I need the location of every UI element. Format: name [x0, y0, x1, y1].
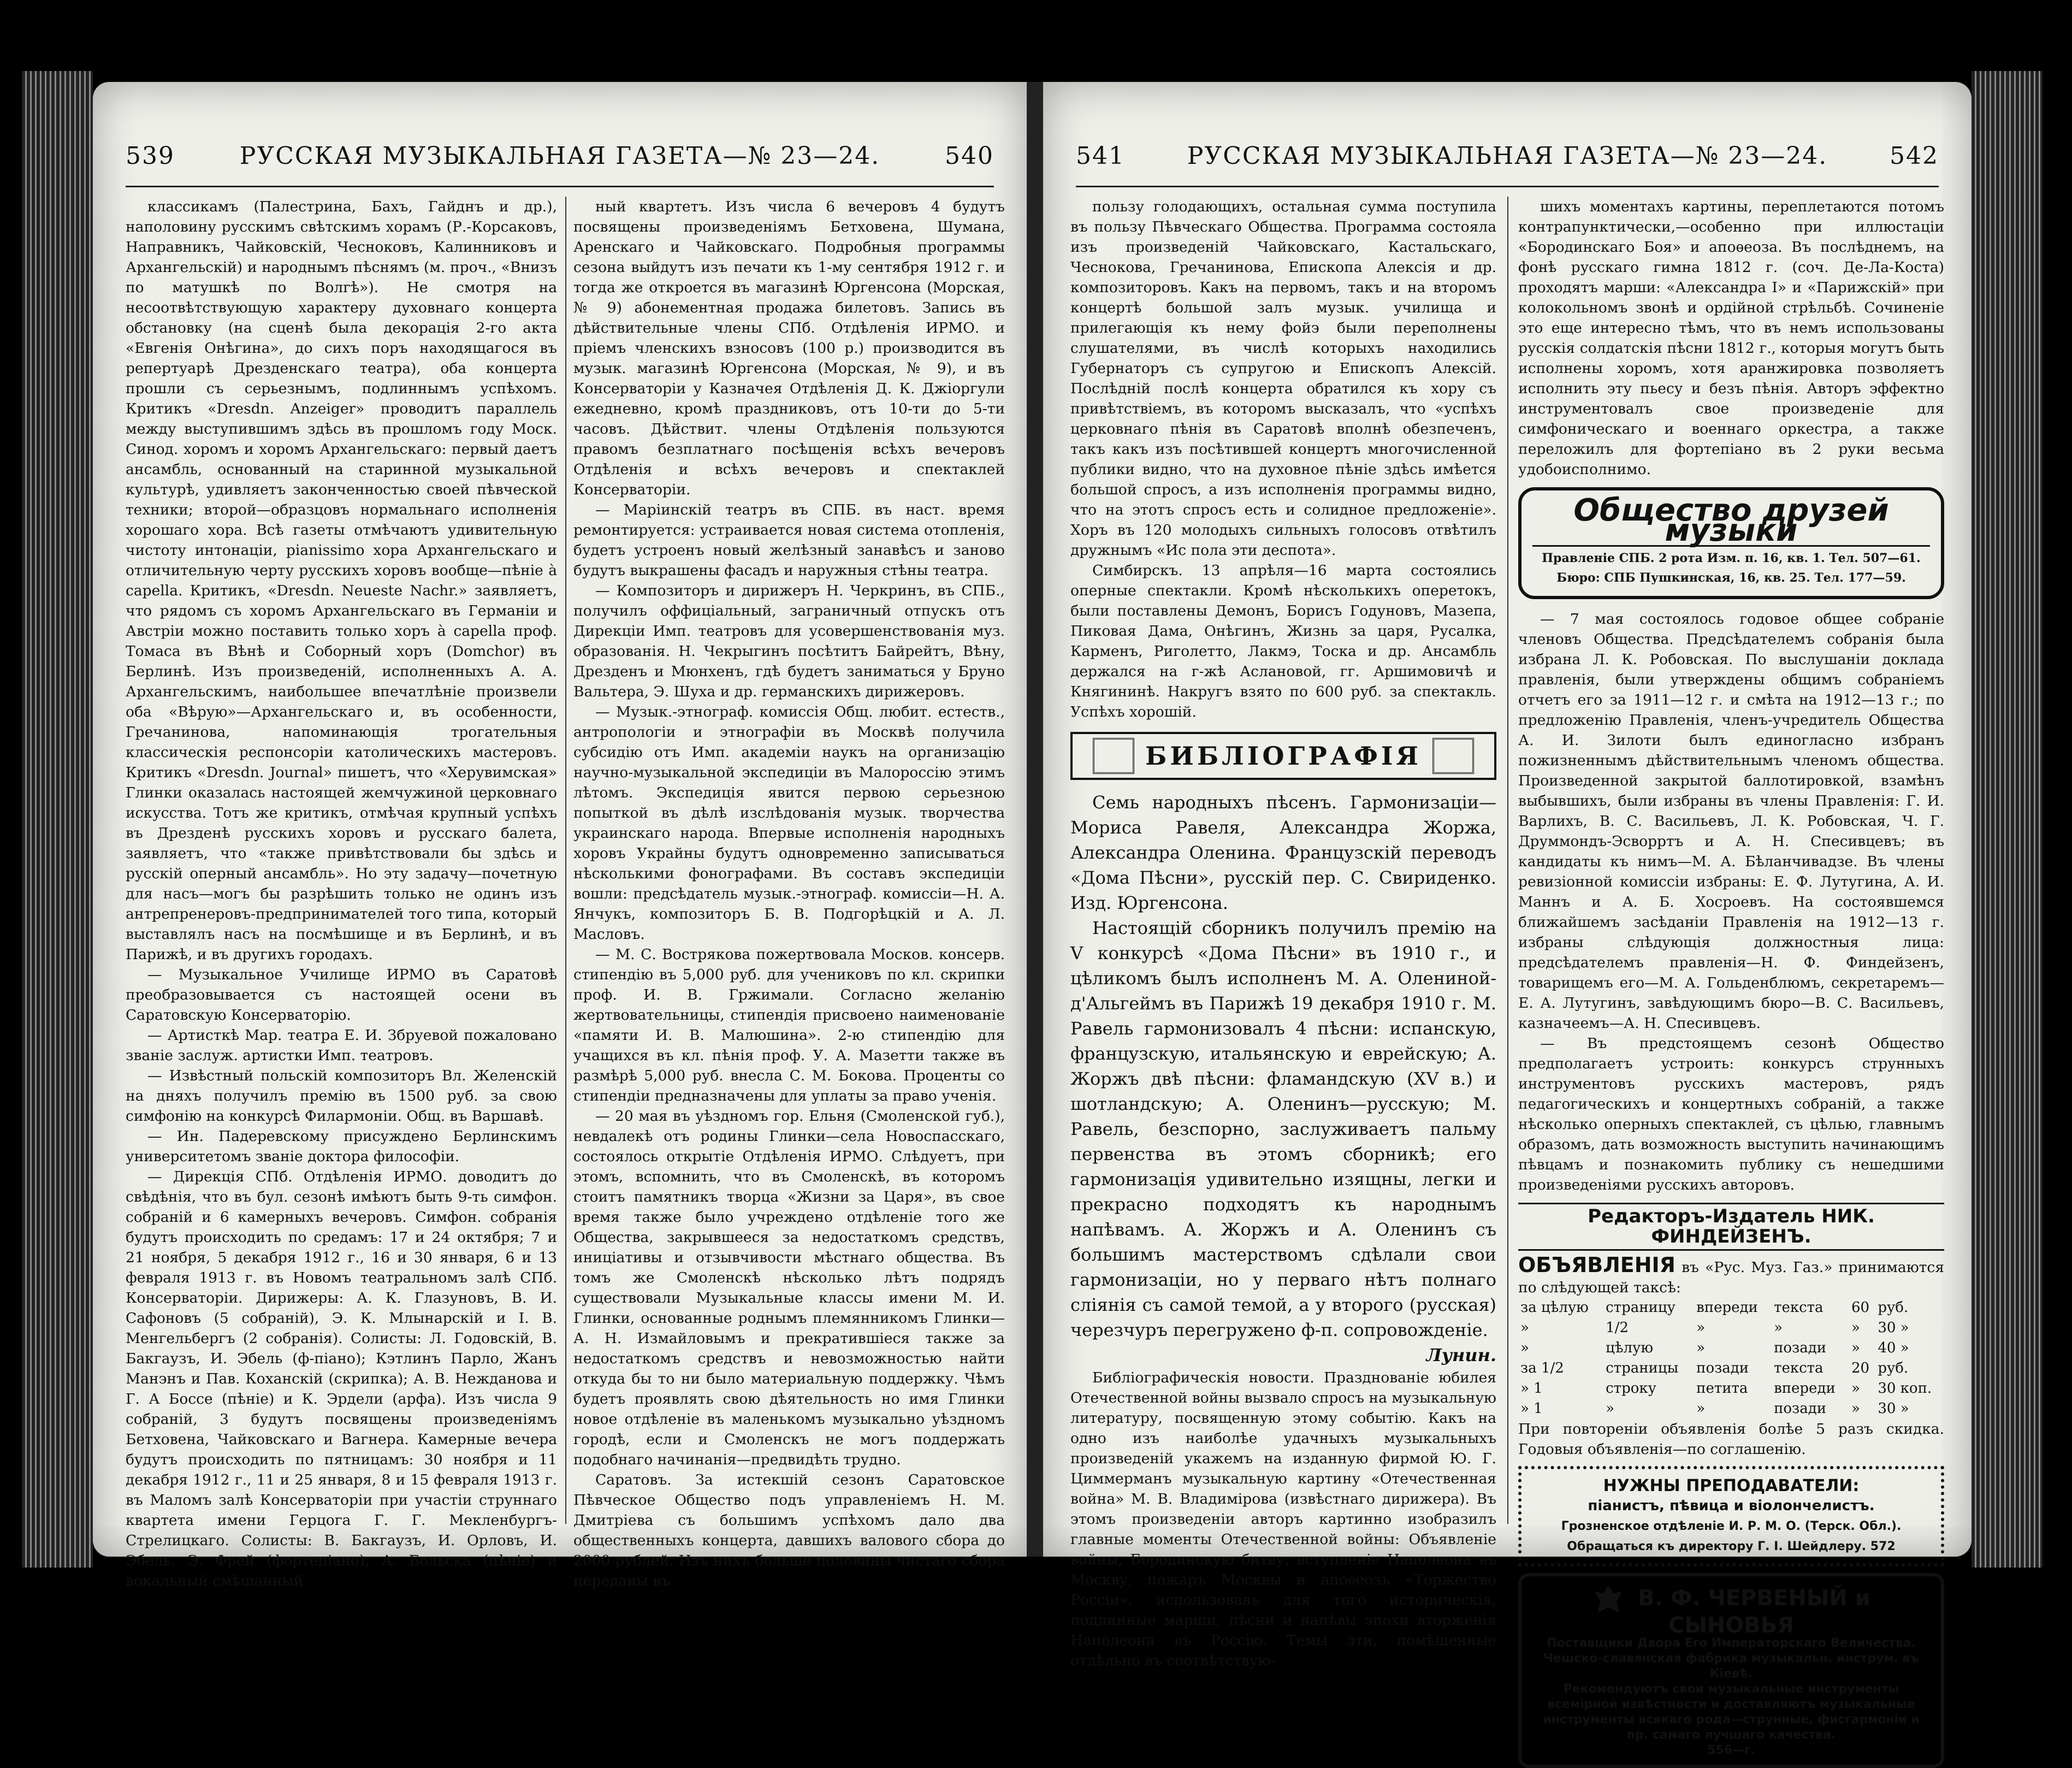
rate-cell: 1/2 [1606, 1320, 1629, 1336]
left-column-2 [573, 197, 1005, 1589]
paragraph: — 20 мая въ уѣздномъ гор. Ельня (Смоленской губ.), невдалекѣ отъ родины Глинки—села Новоспасскаго, состоялось открытіе Отдѣленія ИРМО. Слѣдуетъ, при этомъ, вспомнить, что въ Смоленскѣ, въ которомъ стоитъ памятникъ творца «Жизни за Царя», въ свое время также было учреждено отдѣленіе того же Общества, закрывшееся за недостаткомъ средствъ, иниціативы и отзывчивости мѣстнаго общества. Въ томъ же Смоленскѣ нѣсколько лѣтъ подрядъ существовали Музыкальные классы имени М. И. Глинки, основанные роднымъ племянникомъ Глинки—А. Н. Измайловымъ и прекратившіеся также за недостаткомъ средствъ и невозможностью найти откуда бы то ни было материальную поддержку. Чѣмъ будетъ проявлять свою дѣятельность но имя Глинки новое отдѣленіе въ маленькомъ музыкально уѣздномъ городѣ, если и Смоленскъ не могъ поддержать подобнаго начинанія—предвидѣть трудно. [573, 1108, 1005, 1468]
bibliography-review [1070, 790, 1496, 1368]
ads-title: ОБЪЯВЛЕНІЯ [1518, 1253, 1676, 1277]
rate-cell: строку [1606, 1380, 1656, 1397]
paragraph: — Ин. Падеревскому присуждено Берлинскимъ университетомъ званіе доктора философіи. [126, 1128, 557, 1165]
teachers-ad [1518, 1466, 1944, 1566]
rate-cell: » [1851, 1380, 1860, 1397]
rate-row [1518, 1379, 1944, 1399]
eagle-crest-icon [1592, 1583, 1625, 1616]
ad-line: Поставщики Двора Его Императорскаго Величества. [1547, 1636, 1916, 1650]
ad-line: Грозненское отдѣленіе И. Р. М. О. (Терск. Обл.). [1561, 1519, 1902, 1533]
ad-line: НУЖНЫ ПРЕПОДАВАТЕЛИ: [1603, 1476, 1860, 1495]
column-divider [1507, 197, 1508, 1524]
paragraph: шихъ моментахъ картины, переплетаются потомъ контрапунктически,—особенно при иллюстаціи «Бородинскаго Боя» и апоѳеоза. Въ послѣднемъ, на фонѣ русскаго гимна 1812 г. (соч. Де-Ла-Коста) проходятъ марши: «Александра I» и «Парижскій» при колокольномъ звонѣ и ордійной стрѣльбѣ. Сочиненіе это еще интересно тѣмъ, что въ немъ использованы русскія солдатскія пѣсни 1812 г., которыя могутъ быть исполнены хоромъ, хотя аранжировка позволяетъ исполнить эту пьесу и безъ пѣнія. Авторъ эффектно инструментовалъ свое произведеніе для симфоническаго и военнаго оркестра, а также переложилъ для фортепіано въ 2 руки весьма удобоисполнимо. [1518, 198, 1944, 478]
paragraph: — Маріинскій театръ въ СПБ. въ наст. время ремонтируется: устраивается новая система отопленія, будетъ устроенъ новый желѣзный занавѣсъ и заново будутъ выкрашены фасадъ и наружныя стѣны театра. [573, 501, 1005, 579]
rate-cell: » [1606, 1400, 1615, 1417]
rate-cell: 60 [1851, 1299, 1870, 1316]
rate-cell: цѣлую [1606, 1340, 1653, 1356]
paragraph: Настоящій сборникъ получилъ премію на V конкурсѣ «Дома Пѣсни» въ 1910 г., и цѣликомъ былъ исполненъ М. А. Олениной-д'Альгеймъ въ Парижѣ 19 декабря 1910 г. М. Равель гармонизовалъ 4 пѣсни: испанскую, французскую, итальянскую и еврейскую; А. Жоржъ двѣ пѣсни: фламандскую (XV в.) и шотландскую; А. Оленинъ—русскую; М. Равель, безспорно, заслуживаетъ пальму первенства въ этомъ сборникѣ; его гармонизація удивительно изящны, легки и прекрасно подходятъ къ народнымъ напѣвамъ. А. Жоржъ и А. Оленинъ съ большимъ мастерствомъ сдѣлали свои гармонизаціи, но у перваго нѣтъ полнаго сліянія съ самой темой, а у второго (русская) черезчуръ перегружено ф-п. сопровожденіе. [1070, 918, 1496, 1340]
ornament-icon [1093, 738, 1134, 774]
ad-line: піанистъ, пѣвица и віолончелистъ. [1588, 1498, 1875, 1514]
rate-cell: 30 » [1878, 1320, 1909, 1336]
rate-cell: » [1851, 1320, 1860, 1336]
right-page-header [1076, 142, 1939, 186]
society-address: Правленіе СПБ. 2 рота Изм. п. 16, кв. 1. Тел. 507—61. [1542, 551, 1921, 565]
rate-cell: впереди [1774, 1380, 1836, 1397]
rate-row [1518, 1298, 1944, 1318]
paragraph: — Артисткѣ Мар. театра Е. И. Збруевой пожаловано званіе заслуж. артистки Имп. театровъ. [126, 1027, 557, 1064]
paragraph: — Дирекція СПб. Отдѣленія ИРМО. доводитъ до свѣдѣнія, что въ бул. сезонѣ имѣютъ быть 9-ть симфон. собраній и 6 камерныхъ вечеровъ. Симфон. собранія будутъ происходить по средамъ: 17 и 24 октября; 7 и 21 ноября, 5 декабря 1912 г., 16 и 30 января, 6 и 13 февраля 1913 г. въ Новомъ театральномъ залѣ СПб. Консерваторіи. Дирижеры: А. К. Глазуновъ, В. И. Сафоновъ (5 собраній), Э. К. Млынарскій и І. В. Менгельбергъ (2 собранія). Солисты: Л. Годовскій, В. Бакгаузъ, И. Эбель (ф-піано); Кэтлинъ Парло, Жанъ Манэнъ и Пав. Коханскій (скрипка); А. В. Неждановa и Г. А Боссе (пѣніе) и К. Эрдели (арфа). Изъ числа 9 собраній, 3 будутъ посвящены произведеніямъ Бетховена, Чайковскаго и Вагнера. Камерные вечера будутъ происходить по пятницамъ: 30 ноября и 11 декабря 1912 г., 11 и 25 января, 8 и 15 февраля 1913 г. въ Маломъ залѣ Консерваторіи при участіи струннаго квартета имени Герцога Г. Г. Мекленбургъ-Стрелицкаго. Солисты: В. Бакгаузъ, И. Орловъ, И. Эбель. Э. Фрей (фортепіано), А. Больска (пѣніе) и вокальный смѣшанный [126, 1168, 557, 1589]
running-title: РУССКАЯ МУЗЫКАЛЬНАЯ ГАЗЕТА—№ 23—24. [1187, 142, 1828, 170]
rate-row [1518, 1338, 1944, 1358]
paragraph: ный квартетъ. Изъ числа 6 вечеровъ 4 будутъ посвящены произведеніямъ Бетховена, Шумана, Аренскаго и Чайковскаго. Подробныя программы сезона выйдутъ изъ печати къ 1-му сентября 1912 г. и тогда же откроется въ магазинѣ Юргенсона (Морская, № 9) абонементная продажа билетовъ. Запись въ дѣйствительные члены СПб. Отдѣленія ИРМО. и пріемъ членскихъ взносовъ (100 р.) производится въ музык. магазинѣ Юргенсона (Морская, № 9), и въ Консерваторіи у Казначея Отдѣленія Д. К. Джіоргули ежедневно, кромѣ праздниковъ, отъ 10-ти до 5-ти часовъ. Дѣйствит. члены Отдѣленія пользуются правомъ безплатнаго посѣщенія всѣхъ вечеровъ Отдѣленія и всѣхъ вечеровъ и спектаклей Консерваторіи. [573, 198, 1005, 498]
ad-rates-table [1518, 1298, 1944, 1419]
firm-ad [1518, 1573, 1944, 1768]
rate-cell: » [1520, 1340, 1529, 1356]
rate-row [1518, 1358, 1944, 1379]
rate-cell: » [1851, 1340, 1860, 1356]
rate-cell: текста [1774, 1360, 1824, 1376]
bibliography-title: БИБЛІОГРАФІЯ [1145, 741, 1422, 771]
rate-row [1518, 1399, 1944, 1419]
rate-cell: петита [1696, 1380, 1748, 1397]
rate-cell: » [1696, 1320, 1706, 1336]
ad-number: 556—г. [1707, 1743, 1755, 1757]
paragraph: классикамъ (Палестрина, Бахъ, Гайднъ и др.), наполовину русскимъ свѣтскимъ хорамъ (Р.-Корсаковъ, Направникъ, Чайковскій, Чесноковъ, Калинниковъ и Архангельскій) и народнымъ пѣснямъ (м. проч., «Внизъ по матушкѣ по Волгѣ»). Не смотря на несоотвѣтствующую характеру духовнаго концерта обстановку (на сценѣ была декорація 2-го акта «Евгенія Онѣгина», до сихъ поръ находящагося въ репертуарѣ Дрезденскаго театра), оба концерта прошли съ серьезнымъ, подлиннымъ успѣхомъ. Критикъ «Dresdn. Anzeiger» проводитъ параллель между выступившимъ здѣсь въ прошломъ году Моск. Синод. хоромъ и хоромъ Архангельскаго: первый даетъ ансамбль, основанный на старинной музыкальной культурѣ, удивляетъ законченностью своей пѣвческой техники; второй—образцовъ нормальнаго исполненія хорошаго хора. Всѣ газеты отмѣчаютъ удивительную чистоту интонаціи, pianissimo хора Архангельскаго и отличительную черту русскихъ хоровъ вообще—пѣніе à capella. Критикъ, «Dresdn. Neueste Nachr.» заявляетъ, что рядомъ съ хоромъ Архангельскаго въ Германіи и Австріи можно поставить только хоръ à capella проф. Томаса въ Вѣнѣ и Соборный хоръ (Domchor) въ Берлинѣ. Изъ произведеній, исполненныхъ А. А. Архангельскимъ, наибольшее впечатлѣніе произвели оба «Вѣрую»—Архангельскаго и, въ особенности, Гречанинова, напоминающія трогательныя классическія респонсоріи католическихъ мастеровъ. Критикъ «Dresdn. Journal» пишетъ, что «Херувимская» Глинки оказалась настоящей жемчужиной церковнаго искусства. Тотъ же критикъ, отмѣчая крупный успѣхъ въ Дрезденѣ русскихъ хоровъ и русскаго балета, заявляетъ, что «также привѣтствовали бы здѣсь и русскій оперный ансамбль». Но эту задачу—почетную для насъ—могъ бы разрѣшить только не одинъ изъ антрепренеровъ-предпринимателей того типа, который выставлялъ насъ на посмѣшище и въ Берлинѣ, и въ Парижѣ, и въ другихъ городахъ. [126, 198, 557, 963]
paragraph: — Композиторъ и дирижеръ Н. Черкринъ, въ СПБ., получилъ оффиціальный, заграничный отпускъ отъ Дирекціи Имп. театровъ для усовершенствованія муз. образованія. Н. Чекрыгинъ посѣтитъ Байрейтъ, Вѣну, Дрезденъ и Мюнхенъ, гдѣ будетъ заниматься у Бруно Вальтера, Э. Шуха и др. германскихъ дирижеровъ. [573, 582, 1005, 700]
rate-cell: » [1851, 1400, 1860, 1417]
bibliography-heading [1070, 732, 1496, 780]
rate-row [1518, 1318, 1944, 1338]
paragraph: Симбирскъ. 13 апрѣля—16 марта состоялись оперные спектакли. Кромѣ нѣсколькихъ оперетокъ, были поставлены Демонъ, Борисъ Годуновъ, Мазепа, Пиковая Дама, Онѣгинъ, Жизнь за царя, Русалка, Карменъ, Риголетто, Лакмэ, Тоска и др. Ансамбль держался на г-жѣ Аслановой, гг. Аршимовичѣ и Княгининѣ. Накругъ взято по 600 руб. за спектакль. Успѣхъ хорошій. [1070, 562, 1496, 720]
rate-cell: » 1 [1520, 1400, 1543, 1417]
header-rule [126, 186, 994, 187]
rate-cell: » [1520, 1320, 1529, 1336]
ad-line: Обращаться къ директору Г. І. Шейдлеру. 572 [1567, 1540, 1896, 1553]
column-divider [565, 197, 566, 1524]
ad-number: 572 [1870, 1540, 1896, 1553]
rate-cell: позади [1696, 1360, 1749, 1376]
ad-line: Рекомендуютъ свои музыкальные инструменты всемірной извѣстности и доставляютъ музыкальные инструменты всякаго рода—струнные, фисгармоніи и пр. самаго лучшаго качества. [1543, 1682, 1920, 1742]
header-rule [1076, 186, 1939, 187]
rate-cell: руб. [1878, 1299, 1909, 1316]
paragraph: — Музыкальное Училище ИРМО въ Саратовѣ преобразовывается съ настоящей осени въ Саратовскую Консерваторію. [126, 966, 557, 1024]
society-banner [1518, 487, 1944, 599]
rate-cell: » [1696, 1340, 1706, 1356]
rate-cell: » [1696, 1400, 1706, 1417]
paragraph: пользу голодающихъ, остальная сумма поступила въ пользу Пѣвческаго Общества. Программа состояла изъ произведеній Чайковскаго, Кастальскаго, Чеснокова, Гречанинова, Епископа Алексія и др. композиторовъ. Какъ на первомъ, такъ и на второмъ концертѣ большой залъ музык. училища и прилегающія къ нему фойэ были переполнены слушателями, въ числѣ которыхъ находились Губернаторъ съ супругою и Епископъ Алексій. Послѣдній послѣ концерта обратился къ хору съ привѣтствіемъ, въ которомъ высказалъ, что «успѣхъ церковнаго пѣнія въ Саратовѣ вполнѣ обезпеченъ, такъ какъ изъ посѣтившей концертъ многочисленной публики видно, что на духовное пѣніе здѣсь имѣется большой спросъ, а изъ исполненія программы видно, что на этотъ спросъ есть и солидное предложеніе». Хоръ въ 120 молодыхъ сильныхъ голосовъ отвѣтилъ дружнымъ «Ис пола эти деспота». [1070, 198, 1496, 559]
rate-cell: позади [1774, 1400, 1827, 1417]
page-number: 542 [1890, 142, 1939, 170]
right-column-2 [1518, 197, 1944, 1757]
paragraph: — Музык.-этнограф. комиссія Общ. любит. естеств., антропологіи и этнографіи въ Москвѣ получила субсидію отъ Имп. академіи наукъ на организацію научно-музыкальной экспедиціи въ Малороссію этимъ лѣтомъ. Экспедиція явится первою серьезною попыткой въ дѣлѣ изслѣдованія музык. творчества украинскаго народа. Впервые исполненія народныхъ хоровъ Украйны будутъ одновременно записываться нѣсколькими фонографами. Въ составъ экспедиціи вошли: предсѣдатель музык.-этнограф. комиссіи—Н. А. Янчукъ, композиторъ Б. В. Подгорѣцкій и А. Л. Масловъ. [573, 703, 1005, 943]
rate-cell: страницу [1606, 1299, 1676, 1316]
rate-cell: впереди [1696, 1299, 1758, 1316]
paragraph: Саратовъ. За истекшій сезонъ Саратовское Пѣвческое Общество подъ управленіемъ Н. М. Дмитріева съ большимъ успѣхомъ дало два общественныхъ концерта, давшихъ валового сбора до 2000 рублей. Изъ нихъ больше половины чистаго сбора переданы въ [573, 1471, 1005, 1589]
rate-cell: 30 коп. [1878, 1380, 1932, 1397]
rate-cell: » [1774, 1320, 1783, 1336]
rate-cell: позади [1774, 1340, 1827, 1356]
rate-cell: текста [1774, 1299, 1824, 1316]
running-title: РУССКАЯ МУЗЫКАЛЬНАЯ ГАЗЕТА—№ 23—24. [239, 142, 880, 170]
paragraph: Семь народныхъ пѣсенъ. Гармонизаціи—Мориса Равеля, Александра Жоржа, Александра Оленина. Французскій переводъ «Дома Пѣсни», русскій пер. С. Свириденко. Изд. Юргенсона. [1070, 792, 1496, 913]
rate-cell: » 1 [1520, 1380, 1543, 1397]
society-name: Общество друзей музыки [1532, 500, 1930, 547]
page-number: 541 [1076, 142, 1125, 170]
paragraph: — М. С. Вострякова пожертвовала Москов. консерв. стипендію въ 5,000 руб. для учениковъ по кл. скрипки проф. И. В. Гржимали. Согласно желанію жертвовательницы, стипендія присвоено наименованіе «памяти И. В. Малюшина». 2-ю стипендію для учащихся въ кл. пѣнія проф. У. А. Мазетти также въ размѣрѣ 5,000 руб. внесла С. М. Бокова. Проценты со стипендіи предназначены для уплаты за право ученія. [573, 946, 1005, 1104]
rate-cell: страницы [1606, 1360, 1679, 1376]
firm-name: В. Ф. ЧЕРВЕНЫЙ и СЫНОВЬЯ [1530, 1583, 1932, 1636]
rate-cell: 30 » [1878, 1400, 1909, 1417]
paragraph: — Въ предстоящемъ сезонѣ Общество предполагаетъ устроить: конкурсъ струнныхъ инструментовъ русскихъ мастеровъ, рядъ педагогическихъ и концертныхъ собраній, а также нѣсколько оперныхъ спектаклей, съ цѣлью, главнымъ образомъ, дать возможность выступить начинающимъ пѣвцамъ и познакомить публику съ нешедшими произведеніями русскихъ авторовъ. [1518, 1035, 1944, 1193]
page-number: 539 [126, 142, 175, 170]
rate-cell: 20 [1851, 1360, 1870, 1376]
society-address: Бюро: СПБ Пушкинская, 16, кв. 25. Тел. 177—59. [1556, 571, 1906, 585]
book-edge-right [1972, 71, 2043, 1568]
ad-line: Чешско-славянская фабрика музыкальн. инструм. въ Кіевѣ. [1543, 1652, 1919, 1681]
right-column-1 [1070, 197, 1496, 1669]
ads-section [1518, 1255, 1944, 1459]
page-number: 540 [945, 142, 994, 170]
left-page [93, 82, 1027, 1589]
signature: Лунин. [1426, 1345, 1496, 1365]
paragraph: — 7 мая состоялось годовое общее собраніе членовъ Общества. Предсѣдателемъ собранія была избрана Л. К. Робовская. По выслушаніи доклада правленія, были утверждены общимъ собраніемъ отчетъ его за 1911—12 г. и смѣта на 1912—13 г.; по предложенію Правленія, членъ-учредитель Общества А. И. Зилоти былъ единогласно избранъ пожизненнымъ дѣйствительнымъ членомъ общества. Произведенной закрытой баллотировкой, взамѣнъ выбывшихъ, были избраны въ члены Правленія: Г. И. Варлихъ, В. С. Васильевъ, Л. К. Робовская, Ч. Г. Друммондъ-Эсворртъ и А. Н. Спесивцевъ; въ кандидаты къ нимъ—М. А. Бѣланчивадзе. Въ члены ревизіонной комиссіи избраны: Е. Ф. Лутугина, А. И. Маннъ и А. Б. Хосроевъ. На состоявшемся ближайшемъ засѣданіи Правленія на 1912—13 г. избраны слѣдующія должностныя лица: предсѣдателемъ правленія—Н. Ф. Финдейзенъ, товарищемъ его—М. А. Гольденблюмъ, секретаремъ—Е. А. Лутугинъ, завѣдующимъ бюро—В. С. Васильевъ, казначеемъ—А. Н. Спесивцевъ. [1518, 611, 1944, 1032]
left-column-1 [126, 197, 557, 1589]
ads-note: При повтореніи объявленія болѣе 5 разъ скидка. Годовыя объявленія—по соглашенію. [1518, 1421, 1944, 1458]
ads-intro: въ «Рус. Муз. Газ.» принимаются по слѣдующей таксѣ: [1518, 1259, 1944, 1296]
paragraph: Библіографическія новости. Празднованіе юбилея Отечественной войны вызвало спросъ на музыкальную литературу, посвященную этому событію. Какъ на одно изъ наиболѣе удачныхъ музыкальныхъ произведеній укажемъ на изданную фирмой Ю. Г. Циммерманъ музыкальную картину «Отечественная война» М. В. Владимірова (извѣстнаго дирижера). Въ этомъ произведеніи авторъ картинно изобразилъ главные моменты Отечественной войны: Объявленіе войны, Бородинскую битву, вступленіе Наполеона въ Москву, пожаръ Москвы и апоѳеозъ «Торжество Россіи», использовавъ для того историческія, подлинные марши, пѣсни и напѣвы эпохи вторженія Наполеона въ Россію. Темы эти, помѣщенные отдѣльно въ соотвѣтствую- [1070, 1369, 1496, 1669]
paragraph: — Извѣстный польскій композиторъ Вл. Желенскій на дняхъ получилъ премію въ 1500 руб. за свою симфонію на конкурсѣ Филармоніи. Общ. въ Варшавѣ. [126, 1067, 557, 1125]
book-gutter [1027, 82, 1043, 1557]
book-edge-left [22, 71, 93, 1568]
right-page [1043, 82, 1972, 1757]
rate-cell: руб. [1878, 1360, 1909, 1376]
left-page-header [126, 142, 994, 186]
rate-cell: за 1/2 [1520, 1360, 1564, 1376]
rate-cell: за цѣлую [1520, 1299, 1589, 1316]
ornament-icon [1432, 738, 1474, 774]
editor-line: Редакторъ-Издатель НИК. ФИНДЕЙЗЕНЪ. [1518, 1203, 1944, 1251]
rate-cell: 40 » [1878, 1340, 1909, 1356]
